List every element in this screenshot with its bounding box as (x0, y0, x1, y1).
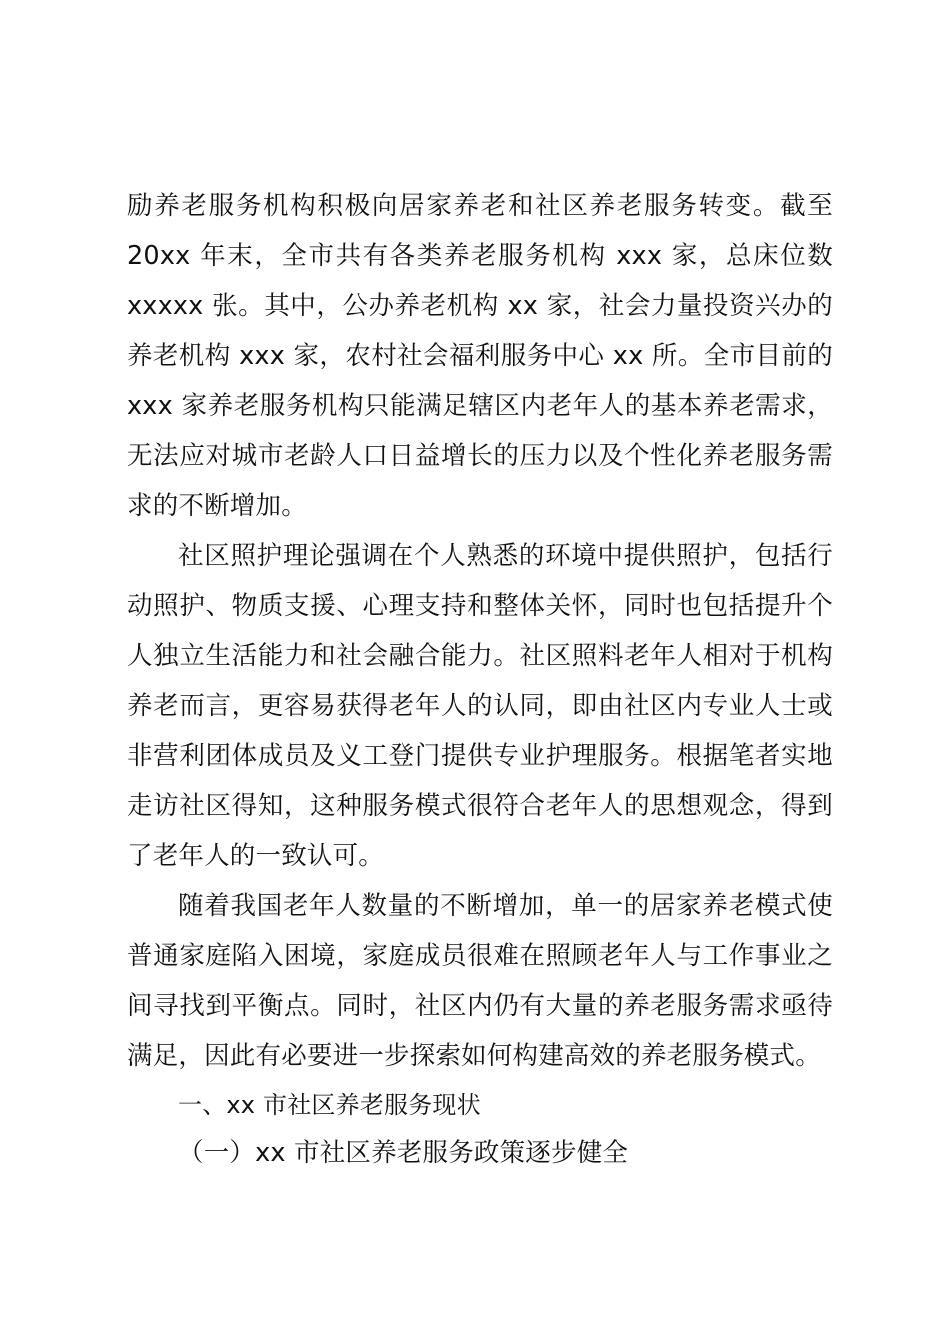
paragraph-line: 社区照护理论强调在个人熟悉的环境中提供照护，包括行 (178, 541, 833, 571)
paragraph-line: xxx 家养老服务机构只能满足辖区内老年人的基本养老需求， (127, 391, 833, 421)
paragraph-line: 间寻找到平衡点。同时，社区内仍有大量的养老服务需求亟待 (127, 991, 833, 1021)
paragraph-line: xxxxx 张。其中，公办养老机构 xx 家，社会力量投资兴办的 (127, 291, 833, 321)
section-heading: 一、xx 市社区养老服务现状 (178, 1091, 481, 1119)
subsection-heading: （一）xx 市社区养老服务政策逐步健全 (178, 1138, 629, 1168)
paragraph-line: 走访社区得知，这种服务模式很符合老年人的思想观念，得到 (127, 791, 833, 821)
paragraph-line: 非营利团体成员及义工登门提供专业护理服务。根据笔者实地 (127, 741, 833, 771)
paragraph-line: 动照护、物质支援、心理支持和整体关怀，同时也包括提升个 (127, 591, 833, 621)
paragraph-line: 了老年人的一致认可。 (127, 841, 385, 871)
paragraph-line: 求的不断增加。 (127, 491, 307, 521)
paragraph-line: 满足，因此有必要进一步探索如何构建高效的养老服务模式。 (127, 1041, 821, 1071)
paragraph-line: 养老机构 xxx 家，农村社会福利服务中心 xx 所。全市目前的 (127, 341, 833, 371)
paragraph-line: 养老而言，更容易获得老年人的认同，即由社区内专业人士或 (127, 691, 833, 721)
paragraph-line: 人独立生活能力和社会融合能力。社区照料老年人相对于机构 (127, 641, 833, 671)
paragraph-line: 随着我国老年人数量的不断增加，单一的居家养老模式使 (178, 891, 833, 921)
paragraph-line: 励养老服务机构积极向居家养老和社区养老服务转变。截至 (127, 191, 833, 221)
paragraph-line: 20xx 年末，全市共有各类养老服务机构 xxx 家，总床位数 (127, 241, 833, 271)
paragraph-line: 无法应对城市老龄人口日益增长的压力以及个性化养老服务需 (127, 441, 833, 471)
paragraph-line: 普通家庭陷入困境，家庭成员很难在照顾老年人与工作事业之 (127, 941, 833, 971)
